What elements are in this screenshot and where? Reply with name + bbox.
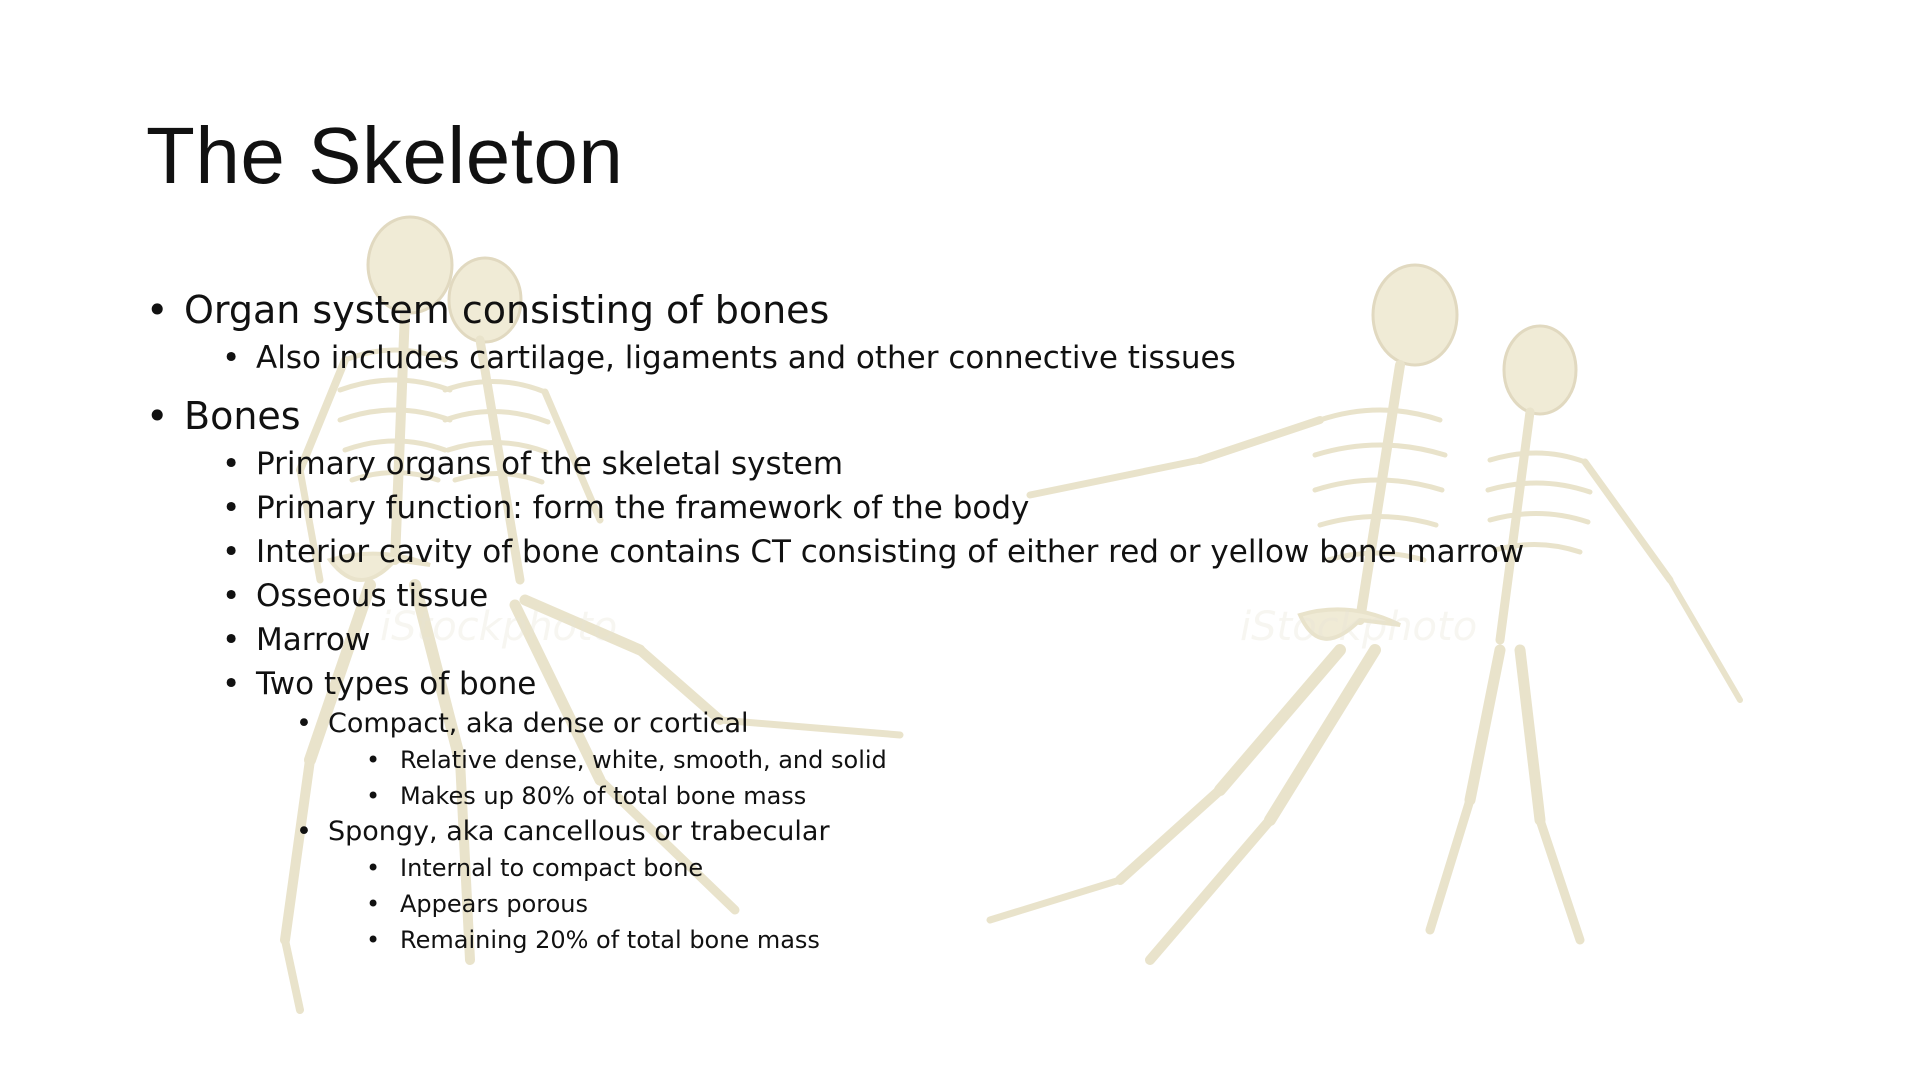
detail-bullet-list [328, 742, 1846, 814]
sub-bullet-marrow [256, 618, 1846, 662]
bullet-text: Appears porous [400, 890, 589, 918]
bullet-text: Relative dense, white, smooth, and solid [400, 746, 887, 774]
bullet-text: Remaining 20% of total bone mass [400, 926, 820, 954]
sub-bullet-osseous-tissue [256, 574, 1846, 618]
detail-bullet [400, 850, 1846, 886]
sub-bullet-interior-cavity [256, 530, 1846, 574]
sub-bullet-list [184, 336, 1846, 380]
detail-bullet-list [328, 850, 1846, 958]
bullet-organ-system [184, 284, 1846, 380]
bullet-text: Spongy, aka cancellous or trabecular [328, 816, 830, 847]
bullet-text: Internal to compact bone [400, 854, 704, 882]
sub-bullet-primary-organs [256, 442, 1846, 486]
sub-bullet-primary-function [256, 486, 1846, 530]
sub-sub-bullet-list [256, 706, 1846, 958]
bullet-text: Primary function: form the framework of the body [256, 490, 1030, 526]
bullet-spongy-bone [328, 814, 1846, 958]
bullet-bones [184, 390, 1846, 958]
slide-title: The Skeleton [146, 111, 624, 200]
sub-bullet-connective-tissues [256, 336, 1846, 380]
bullet-text: Also includes cartilage, ligaments and other connective tissues [256, 340, 1236, 376]
bullet-text: Compact, aka dense or cortical [328, 708, 749, 739]
bullet-text: Bones [184, 394, 301, 438]
sub-bullet-two-types [256, 662, 1846, 958]
bullet-text: Osseous tissue [256, 578, 489, 614]
detail-bullet [400, 922, 1846, 958]
slide-body [146, 284, 1846, 968]
watermark-right: iStockphoto [1240, 604, 1478, 650]
watermark-left: iStockphoto [380, 604, 618, 650]
detail-bullet [400, 886, 1846, 922]
bullet-text: Interior cavity of bone contains CT consisting of either red or yellow bone marrow [256, 534, 1525, 570]
bullet-list [146, 284, 1846, 958]
detail-bullet [400, 778, 1846, 814]
bullet-text: Two types of bone [256, 666, 537, 702]
sub-bullet-list [184, 442, 1846, 958]
bullet-compact-bone [328, 706, 1846, 814]
bullet-text: Organ system consisting of bones [184, 288, 830, 332]
detail-bullet [400, 742, 1846, 778]
bullet-text: Makes up 80% of total bone mass [400, 782, 807, 810]
bullet-text: Marrow [256, 622, 371, 658]
bullet-text: Primary organs of the skeletal system [256, 446, 844, 482]
